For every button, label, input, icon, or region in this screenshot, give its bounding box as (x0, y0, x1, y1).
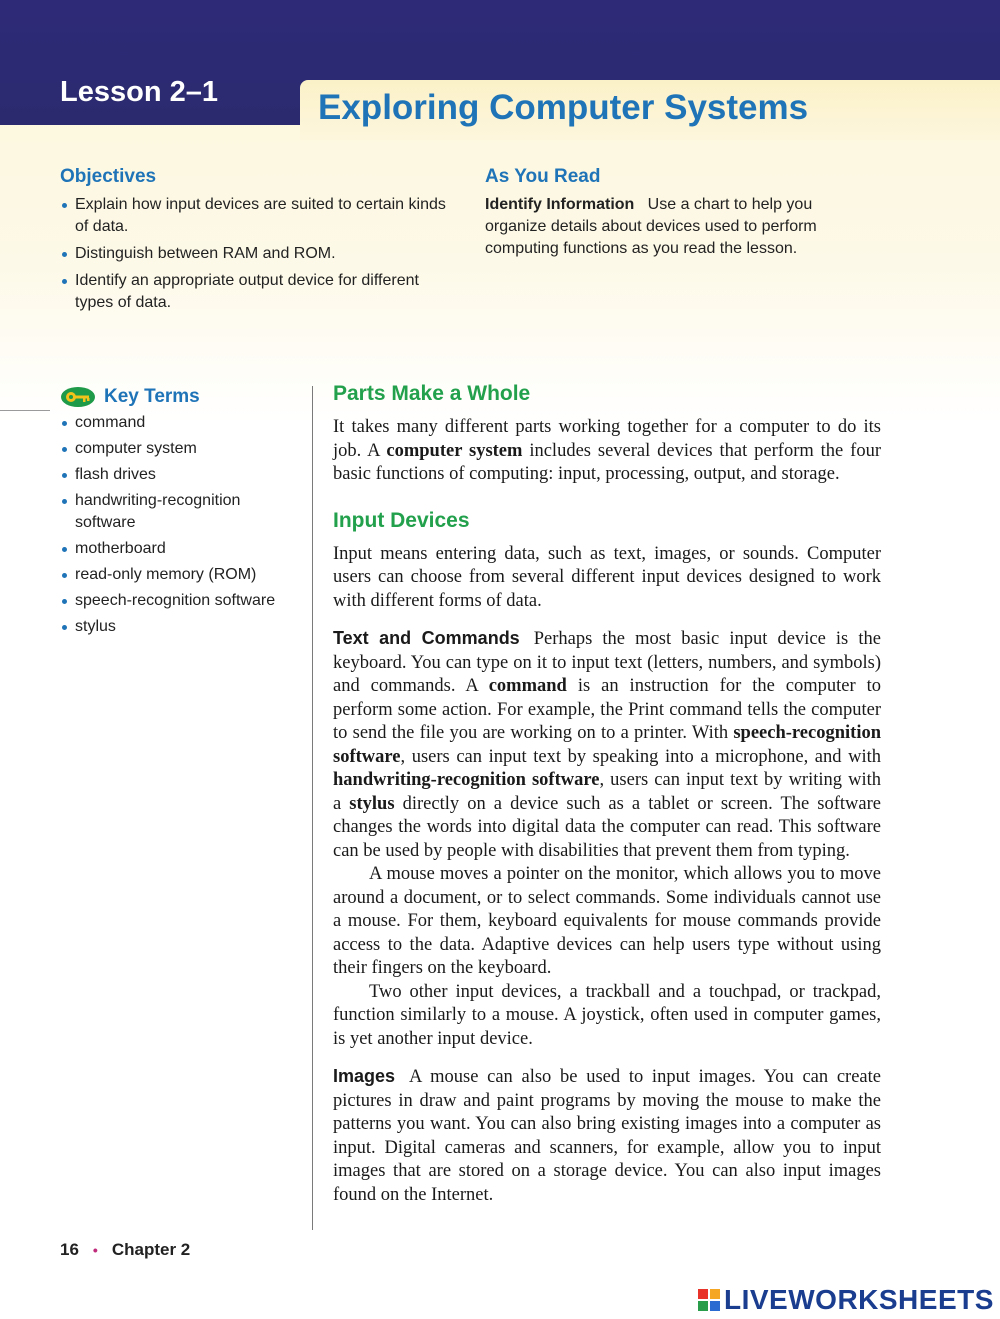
logo-text: LIVEWORKSHEETS (724, 1284, 994, 1315)
text-run: includes several devices that perform the four basic functions of computing: input, processing, output, and storage. (333, 440, 881, 484)
margin-rule (0, 410, 50, 411)
as-you-read-section (485, 166, 865, 260)
key-term-item: flash drives (60, 464, 300, 486)
objectives-list (60, 194, 460, 314)
input-devices-heading: Input Devices (333, 508, 470, 532)
key-term-item: computer system (60, 438, 300, 460)
mouse-paragraph: A mouse moves a pointer on the monitor, which allows you to move around a document, or to select commands. Some individuals cannot use a mouse. For them, keyboard equivalents for mouse commands provide access to the data. Adaptive devices can help users type without using their fingers on the keyboard. (333, 864, 881, 978)
key-terms-list (60, 412, 300, 638)
logo-block (698, 1301, 708, 1311)
key-term-item: read-only memory (ROM) (60, 564, 300, 586)
as-you-read-text (485, 194, 865, 260)
key-term-bold: speech-recognition software (333, 723, 881, 767)
text-commands-paragraph (333, 627, 881, 863)
text-run: It takes many different parts working together for a computer to do its job. A (333, 417, 881, 461)
text-run: , users can input text by writing with a (333, 770, 881, 814)
key-icon (60, 386, 96, 408)
page-number: 16 (60, 1240, 79, 1259)
as-you-read-heading: As You Read (485, 166, 601, 187)
objective-item: Explain how input devices are suited to certain kinds of data. (60, 194, 460, 238)
main-content (333, 382, 881, 1207)
logo-blocks-icon (698, 1289, 720, 1311)
input-paragraph: Input means entering data, such as text, images, or sounds. Computer users can choose from several different input devices designed to work with different forms of data. (333, 543, 881, 611)
images-paragraph (333, 1065, 881, 1207)
key-term-bold: computer system (386, 440, 523, 461)
key-term-bold: command (488, 676, 567, 696)
page-title: Exploring Computer Systems (318, 88, 809, 127)
images-lead: Images (333, 1066, 396, 1086)
text-run: directly on a device such as a tablet or screen. The software changes the words into digital data the computer can read. This software can be used by people with disabilities that prevent them from typing. (333, 793, 881, 861)
trackball-paragraph: Two other input devices, a trackball and a touchpad, or trackpad, function similarly to a mouse. A joystick, often used in computer games, is yet another input device. (333, 981, 881, 1049)
column-divider (312, 386, 313, 1230)
parts-heading: Parts Make a Whole (333, 382, 531, 405)
text-commands-lead: Text and Commands (333, 628, 520, 648)
key-terms-heading: Key Terms (104, 386, 200, 407)
key-terms-sidebar (60, 386, 300, 642)
objectives-heading: Objectives (60, 166, 157, 187)
as-you-read-body: Use a chart to help you organize details about devices used to perform computing functions as you read the lesson. (485, 196, 817, 257)
objective-item: Distinguish between RAM and ROM. (60, 243, 460, 265)
text-run: is an instruction for the computer to perform some action. For example, the Print command tells the computer to send the file you are working on to a printer. With (333, 676, 881, 743)
key-term-item: command (60, 412, 300, 434)
text-run: A mouse can also be used to input images. You can create pictures in draw and paint programs by moving the mouse to make the patterns you want. You can also bring existing images into a computer as input. Digital cameras and scanners, for example, allow you to input images that are stored on a storage device. You can also input images found on the Internet. (333, 1067, 881, 1205)
key-term-item: motherboard (60, 538, 300, 560)
key-term-bold: handwriting-recognition software (333, 770, 600, 790)
objective-item: Identify an appropriate output device for different types of data. (60, 270, 460, 314)
key-term-item: speech-recognition software (60, 590, 300, 612)
page-footer (60, 1240, 190, 1260)
key-term-bold: stylus (349, 793, 395, 814)
text-run: Perhaps the most basic input device is the keyboard. You can type on it to input text (letters, numbers, and symbols) and commands. A (333, 629, 881, 696)
logo-block (710, 1301, 720, 1311)
key-term-item: stylus (60, 616, 300, 638)
text-run: , users can input text by speaking into a microphone, and with (400, 746, 881, 767)
logo-block (698, 1289, 708, 1299)
key-term-item: handwriting-recognition software (60, 490, 300, 534)
logo-block (710, 1289, 720, 1299)
liveworksheets-logo (698, 1284, 994, 1316)
parts-paragraph (333, 416, 881, 487)
as-you-read-lead: Identify Information (485, 196, 635, 213)
key-terms-header (60, 386, 300, 408)
objectives-section (60, 166, 460, 319)
footer-separator: • (92, 1242, 98, 1258)
chapter-label: Chapter 2 (111, 1240, 191, 1259)
lesson-label: Lesson 2–1 (60, 76, 218, 108)
